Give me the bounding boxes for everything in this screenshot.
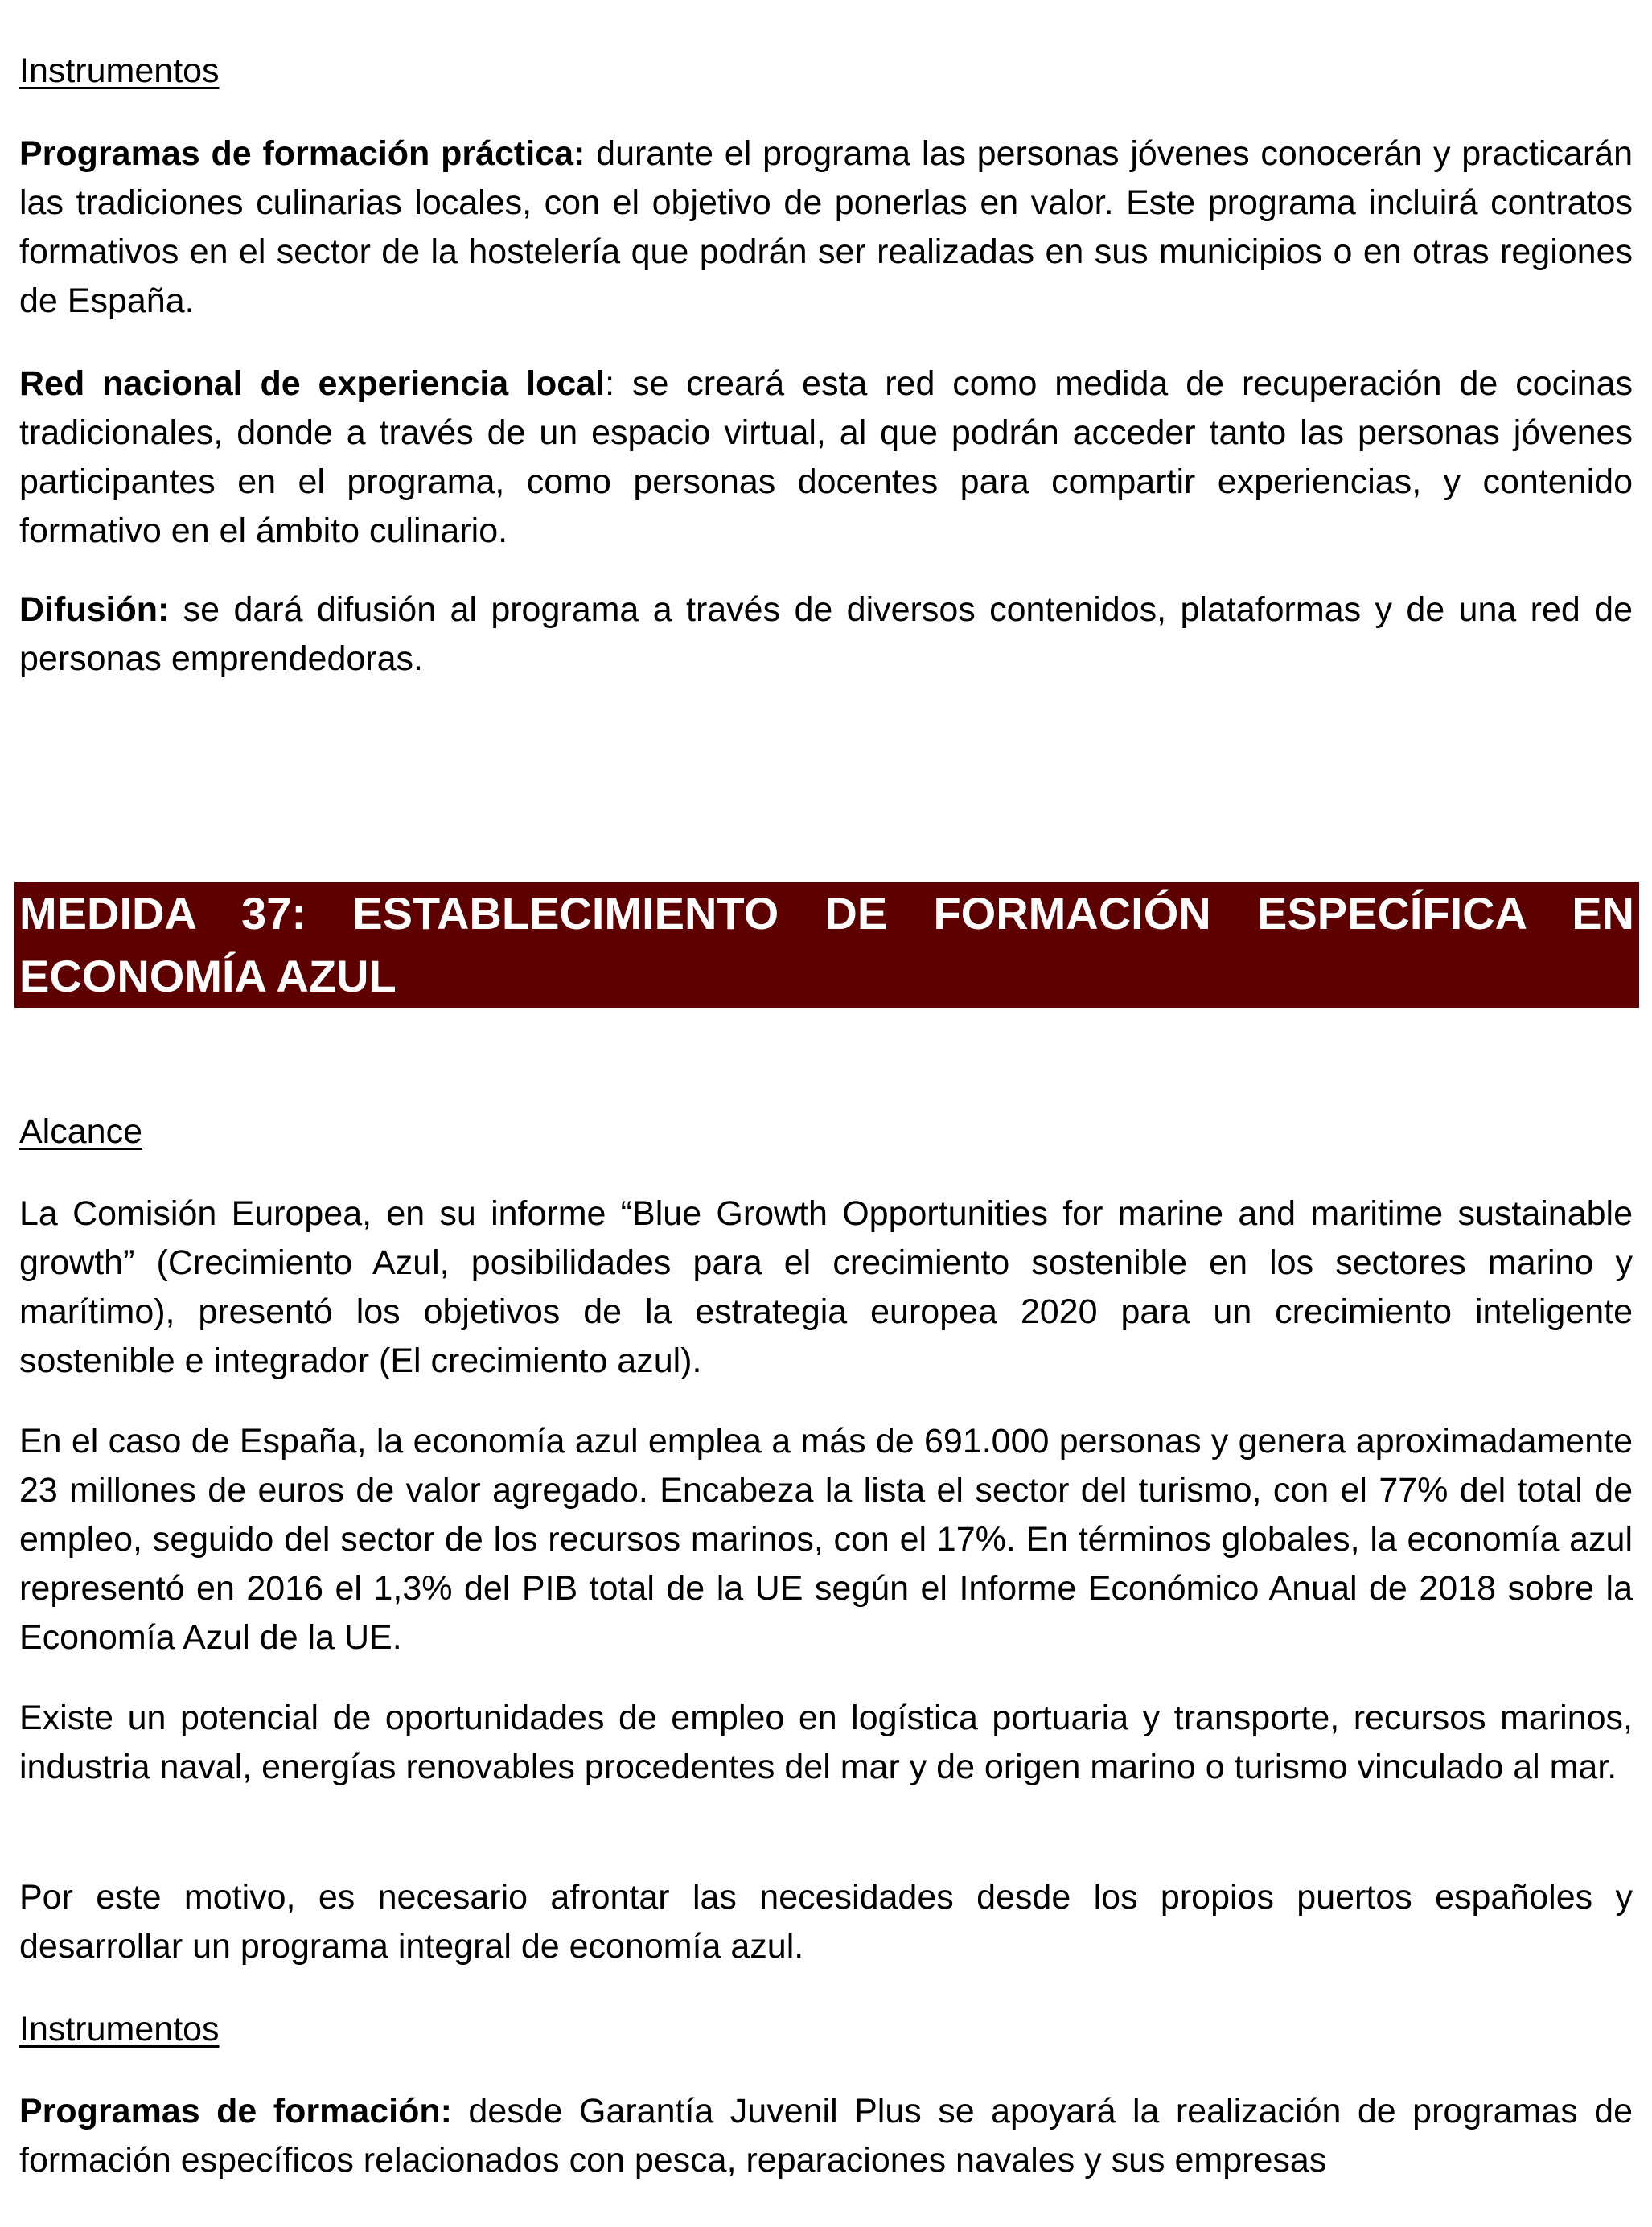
text-red-nacional: : se creará esta red como medida de recuperación de cocinas tradicionales, donde a través de un espacio virtual, al que podrán acceder tanto las personas jóvenes participantes en el programa, como personas docentes para compartir experiencias, y contenido formativo en el ámbito culinario. xyxy=(19,364,1633,550)
paragraph-programas-formacion-practica xyxy=(19,129,1633,326)
paragraph-alcance-3: Existe un potencial de oportunidades de empleo en logística portuaria y transporte, recursos marinos, industria naval, energías renovables procedentes del mar y de origen marino o turismo vinculado al mar. xyxy=(19,1699,1633,1786)
medida-banner xyxy=(14,882,1639,1008)
term-programas-formacion-practica: Programas de formación práctica: xyxy=(19,134,586,173)
instrumentos-heading-1: Instrumentos xyxy=(19,51,220,90)
paragraph-difusion xyxy=(19,586,1633,684)
text-programas-formacion: desde Garantía Juvenil Plus se apoyará la realización de programas de formación específicos relacionados con pesca, reparaciones navales y sus empresas xyxy=(19,2092,1634,2180)
paragraph-alcance-2: En el caso de España, la economía azul emplea a más de 691.000 personas y genera aproximadamente 23 millones de euros de valor agregado. Encabeza la lista el sector del turismo, con el 77% del total de empleo, seguido del sector de los recursos marinos, con el 17%. En términos globales, la economía azul representó en 2016 el 1,3% del PIB total de la UE según el Informe Económico Anual de 2018 sobre la Economía Azul de la UE. xyxy=(19,1422,1633,1657)
term-programas-formacion: Programas de formación: xyxy=(19,2092,452,2130)
paragraph-programas-formacion xyxy=(19,2087,1633,2185)
term-red-nacional: Red nacional de experiencia local xyxy=(19,364,606,403)
paragraph-alcance-1: La Comisión Europea, en su informe “Blue Growth Opportunities for marine and maritime sustainable growth” (Crecimiento Azul, posibilidades para el crecimiento sostenible en los sectores marino y marítimo), presentó los objetivos de la estrategia europea 2020 para un crecimiento inteligente sostenible e integrador (El crecimiento azul). xyxy=(19,1194,1633,1380)
medida-title: MEDIDA 37: ESTABLECIMIENTO DE FORMACIÓN ESPECÍFICA EN ECONOMÍA AZUL xyxy=(19,888,1634,1001)
instrumentos-heading-2: Instrumentos xyxy=(19,2010,220,2048)
alcance-heading: Alcance xyxy=(19,1112,142,1151)
paragraph-red-nacional xyxy=(19,360,1633,556)
paragraph-alcance-4: Por este motivo, es necesario afrontar las necesidades desde los propios puertos españoles y desarrollar un programa integral de economía azul. xyxy=(19,1878,1633,1966)
text-difusion: se dará difusión al programa a través de diversos contenidos, plataformas y de una red de personas emprendedoras. xyxy=(19,590,1633,678)
term-difusion: Difusión: xyxy=(19,590,170,629)
text-programas-formacion-practica: durante el programa las personas jóvenes conocerán y practicarán las tradiciones culinarias locales, con el objetivo de ponerlas en valor. Este programa incluirá contratos formativos en el sector de la hostelería que podrán ser realizadas en sus municipios o en otras regiones de España. xyxy=(19,134,1633,320)
